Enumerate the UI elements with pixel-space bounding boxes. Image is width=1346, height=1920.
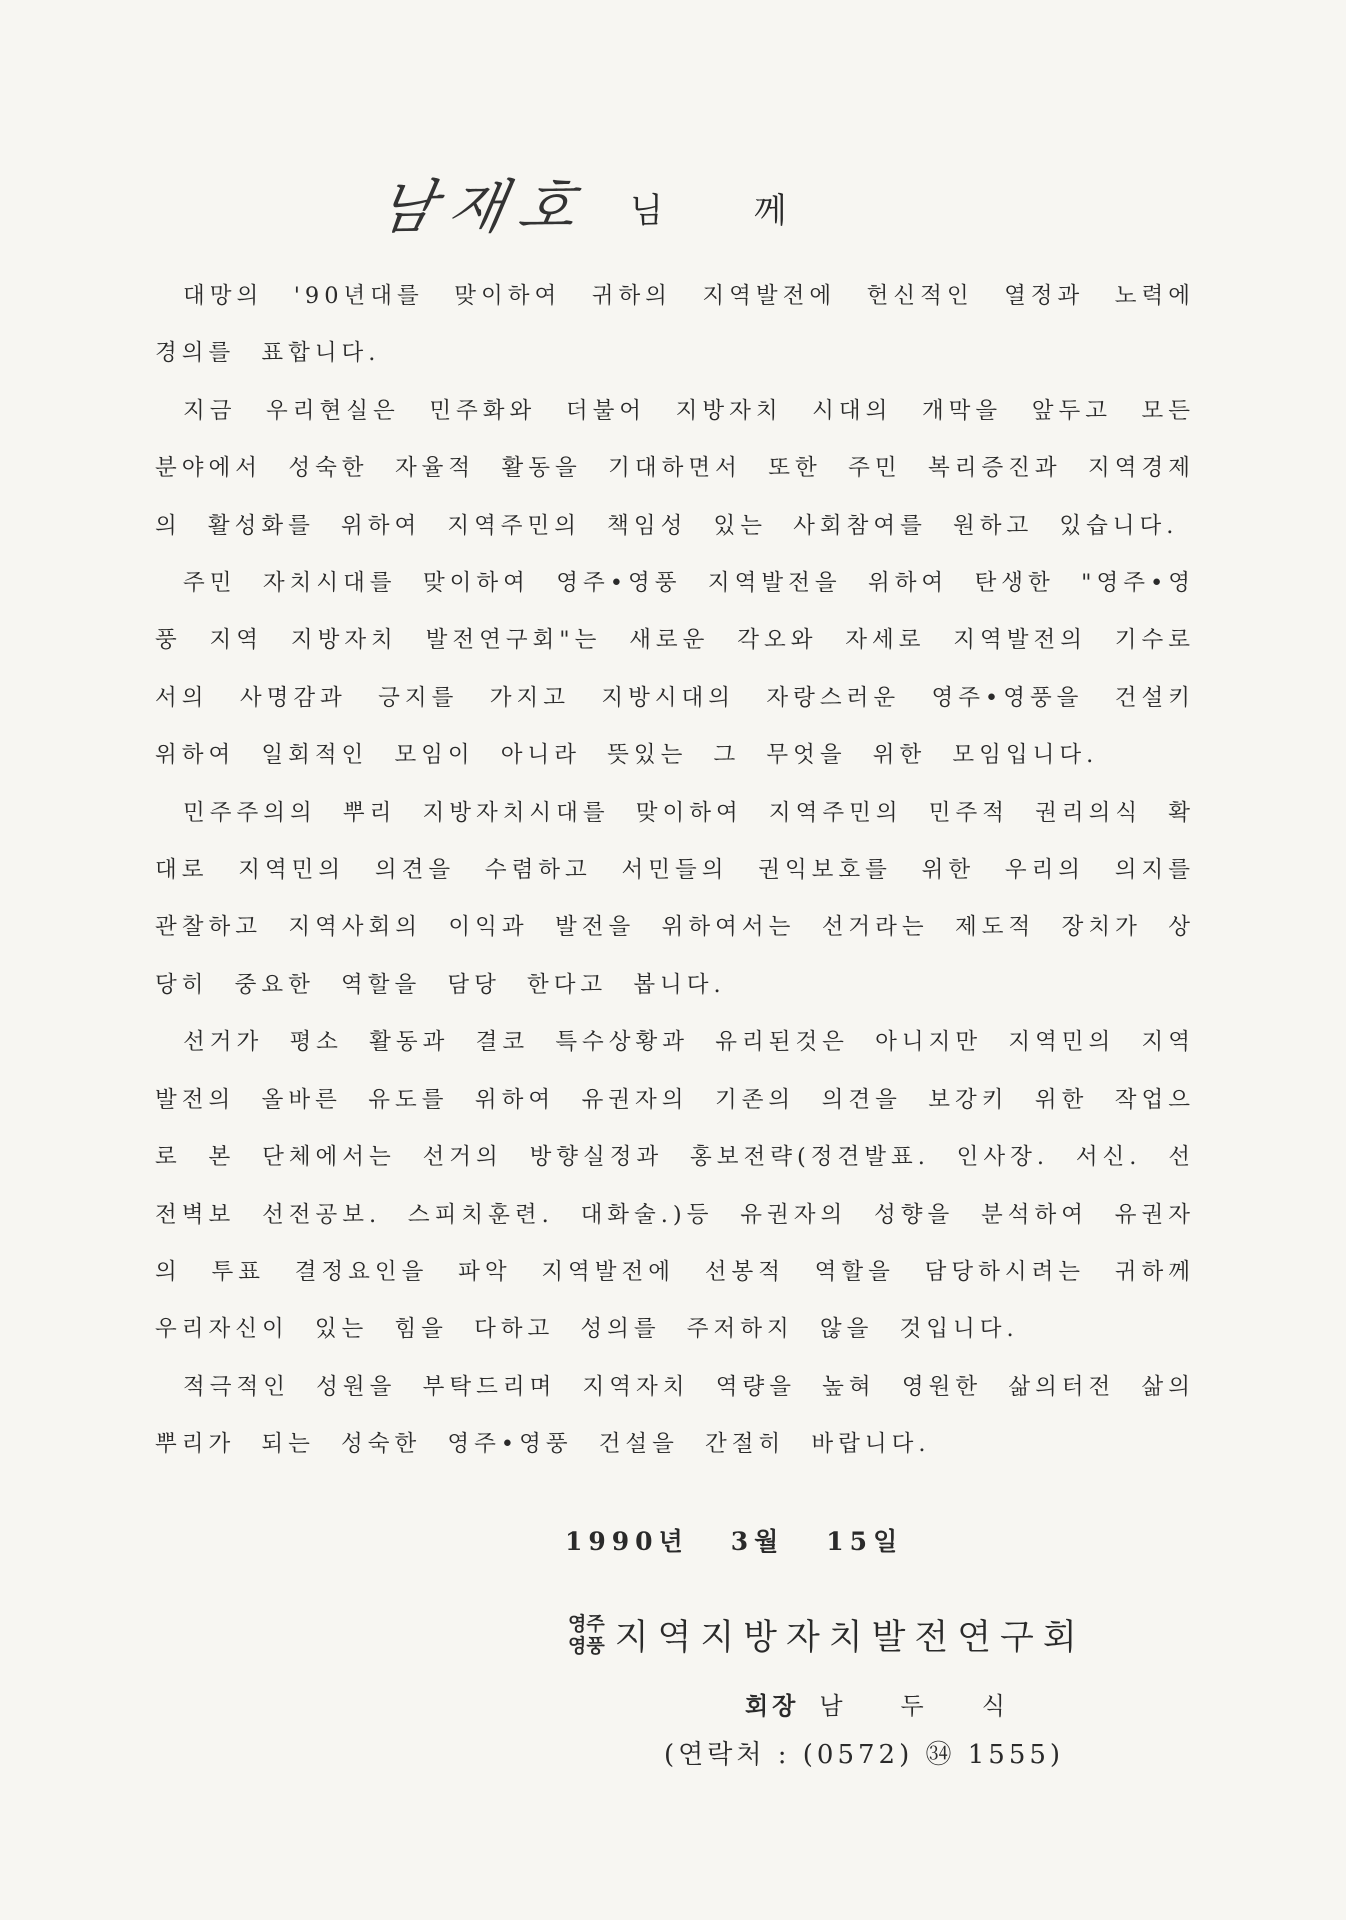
president-title: 회장 bbox=[745, 1691, 800, 1720]
date-day: 15일 bbox=[826, 1527, 904, 1556]
date-year: 1990년 bbox=[565, 1527, 689, 1556]
organization-name: 지역지방자치발전연구회 bbox=[614, 1618, 1086, 1658]
president-name: 남두식 bbox=[819, 1692, 1063, 1720]
recipient-name-handwritten: 남재호 bbox=[373, 173, 596, 241]
contact-info: (연락처 : (0572) ㉞ 1555) bbox=[664, 1740, 1065, 1770]
organization-prefix bbox=[568, 1613, 605, 1657]
organization-signature bbox=[568, 1610, 1086, 1660]
organization-prefix-top: 영주 bbox=[568, 1613, 605, 1635]
letter-date bbox=[565, 1522, 903, 1558]
salutation bbox=[373, 160, 827, 244]
body-paragraph-5: 선거가 평소 활동과 결코 특수상황과 유리된것은 아니지만 지역민의 지역발전의 올바른 유도를 위하여 유권자의 기존의 의견을 보강키 위한 작업으로 본 단체에서는 선거의 방향실정과 홍보전략(정견발표. 인사장. 서신. 선전벽보 선전공보. 스피치훈련. 대화술.)등 유권자의 성향을 분석하여 유권자의 투표 결정요인을 파악 지역발전에 선봉적 역할을 담당하시려는 귀하께 우리자신이 있는 힘을 다하고 성의를 주저하지 않을 것입니다. bbox=[155, 1029, 1195, 1343]
organization-prefix-bottom: 영풍 bbox=[568, 1635, 605, 1657]
president-signature bbox=[745, 1686, 1063, 1721]
body-paragraph-4: 민주주의의 뿌리 지방자치시대를 맞이하여 지역주민의 민주적 권리의식 확대로 지역민의 의견을 수렴하고 서민들의 권익보호를 위한 우리의 의지를 관찰하고 지역사회의 이익과 발전을 위하여서는 선거라는 제도적 장치가 상당히 중요한 역할을 담당 한다고 봅니다. bbox=[155, 799, 1195, 998]
body-paragraph-3: 주민 자치시대를 맞이하여 영주•영풍 지역발전을 위하여 탄생한 "영주•영풍 지역 지방자치 발전연구회"는 새로운 각오와 자세로 지역발전의 기수로서의 사명감과 긍지를 가지고 지방시대의 자랑스러운 영주•영풍을 건설키 위하여 일회적인 모임이 아니라 뜻있는 그 무엇을 위한 모임입니다. bbox=[155, 570, 1195, 769]
body-paragraph-6: 적극적인 성원을 부탁드리며 지역자치 역량을 높혀 영원한 삶의터전 삶의 뿌리가 되는 성숙한 영주•영풍 건설을 간절히 바랍니다. bbox=[155, 1373, 1195, 1458]
date-month: 3월 bbox=[730, 1527, 785, 1556]
recipient-honorific: 님 께 bbox=[630, 191, 827, 231]
letter-body bbox=[155, 268, 1195, 1474]
body-paragraph-1: 대망의 '90년대를 맞이하여 귀하의 지역발전에 헌신적인 열정과 노력에 경의를 표합니다. bbox=[155, 283, 1195, 367]
body-paragraph-2: 지금 우리현실은 민주화와 더불어 지방자치 시대의 개막을 앞두고 모든 분야에서 성숙한 자율적 활동을 기대하면서 또한 주민 복리증진과 지역경제의 활성화를 위하여 지역주민의 책임성 있는 사회참여를 원하고 있습니다. bbox=[155, 397, 1195, 539]
